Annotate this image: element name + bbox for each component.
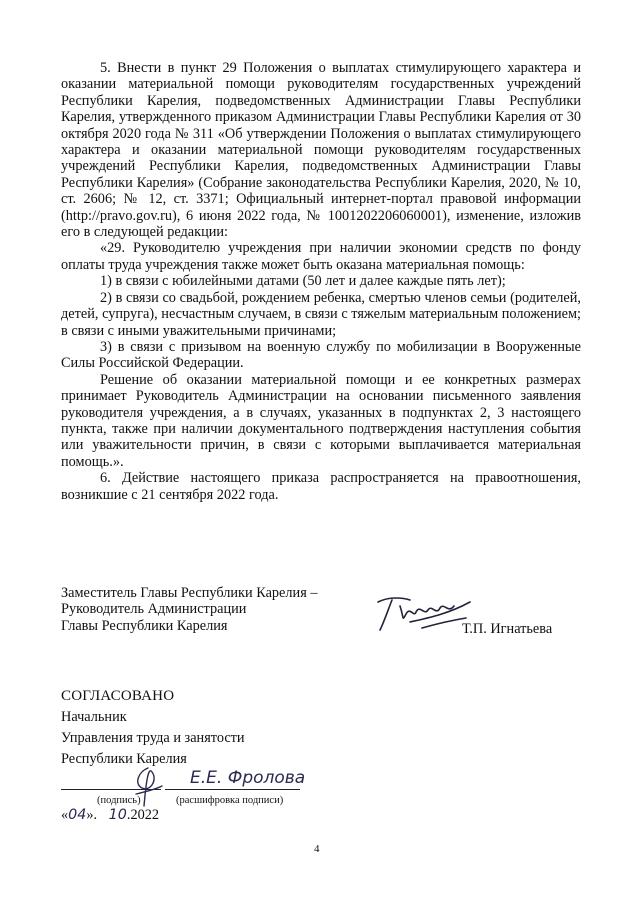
paragraph-decision: Решение об оказании материальной помощи и ее конкретных размерах принимает Руководитель Администрации на основании письменного заявления руководителя учреждения, а в случаях, указанных в подпунктах 2, 3 настоящего пункта, также при наличии документального подтверждения наступления события или уважительности причин, в связи с которыми выплачивается материальная помощь.». [61, 371, 581, 470]
date-year: .2022 [126, 807, 160, 823]
order-body [61, 60, 581, 503]
agreement-line-3: Республики Карелия [61, 751, 187, 767]
paragraph-quote-29: «29. Руководителю учреждения при наличии экономии средств по фонду оплаты труда учреждения также может быть оказана материальная помощь: [61, 240, 581, 273]
signatory-line-3: Главы Республики Карелия [61, 617, 228, 634]
handwritten-decoding [186, 764, 326, 790]
list-item-3: 3) в связи с призывом на военную службу по мобилизации в Вооруженные Силы Российской Федерации. [61, 338, 581, 372]
list-item-1: 1) в связи с юбилейными датами (50 лет и далее каждые пять лет); [100, 273, 506, 290]
agreement-block [61, 686, 245, 770]
agreement-line-1: Начальник [61, 709, 127, 725]
agreement-date [61, 807, 159, 824]
date-month: 10 [108, 807, 127, 823]
agreement-line-2: Управления труда и занятости [61, 730, 245, 746]
date-day: 04 [68, 807, 87, 823]
date-close-quote: ». [86, 807, 98, 823]
paragraph-item-6: 6. Действие настоящего приказа распространяется на правоотношения, возникшие с 21 сентября 2022 года. [61, 470, 581, 503]
caption-decoding: (расшифровка подписи) [176, 795, 284, 806]
agreement-heading: СОГЛАСОВАНО [61, 688, 175, 704]
paragraph-item-5: 5. Внести в пункт 29 Положения о выплатах стимулирующего характера и оказании материальной помощи руководителям государственных учреждений Республики Карелия, подведомственных Администрации Главы Республики Карелия, утвержденного приказом Администрации Главы Республики Карелия от 30 октября 2020 года № 311 «Об утверждении Положения о выплатах стимулирующего характера и оказании материальной помощи руководителям государственных учреждений Республики Карелия, подведомственных Администрации Главы Республики Карелия» (Собрание законодательства Республики Карелия, 2020, № 10, ст. 2606; № 12, ст. 3371; Официальный интернет-портал правовой информации (http://pravo.gov.ru), 6 июня 2022 года, № 1001202206060001), изменение, изложив его в следующей редакции: [61, 60, 581, 241]
caption-signature: (подпись) [97, 795, 141, 806]
signatory-name: Т.П. Игнатьева [462, 621, 553, 637]
signatory-title [61, 585, 318, 634]
signatory-line-1: Заместитель Главы Республики Карелия – [61, 585, 318, 601]
date-open-quote: « [61, 807, 69, 823]
signatory-line-2: Руководитель Администрации [61, 601, 247, 618]
svg-text:Е.Е. Фролова: Е.Е. Фролова [190, 768, 306, 788]
page-number: 4 [314, 843, 320, 855]
list-item-2: 2) в связи со свадьбой, рождением ребенка, смертью членов семьи (родителей, детей, супруга), несчастным случаем, в связи с тяжелым материальным положением; в связи с иными уважительными причинами; [61, 289, 581, 339]
